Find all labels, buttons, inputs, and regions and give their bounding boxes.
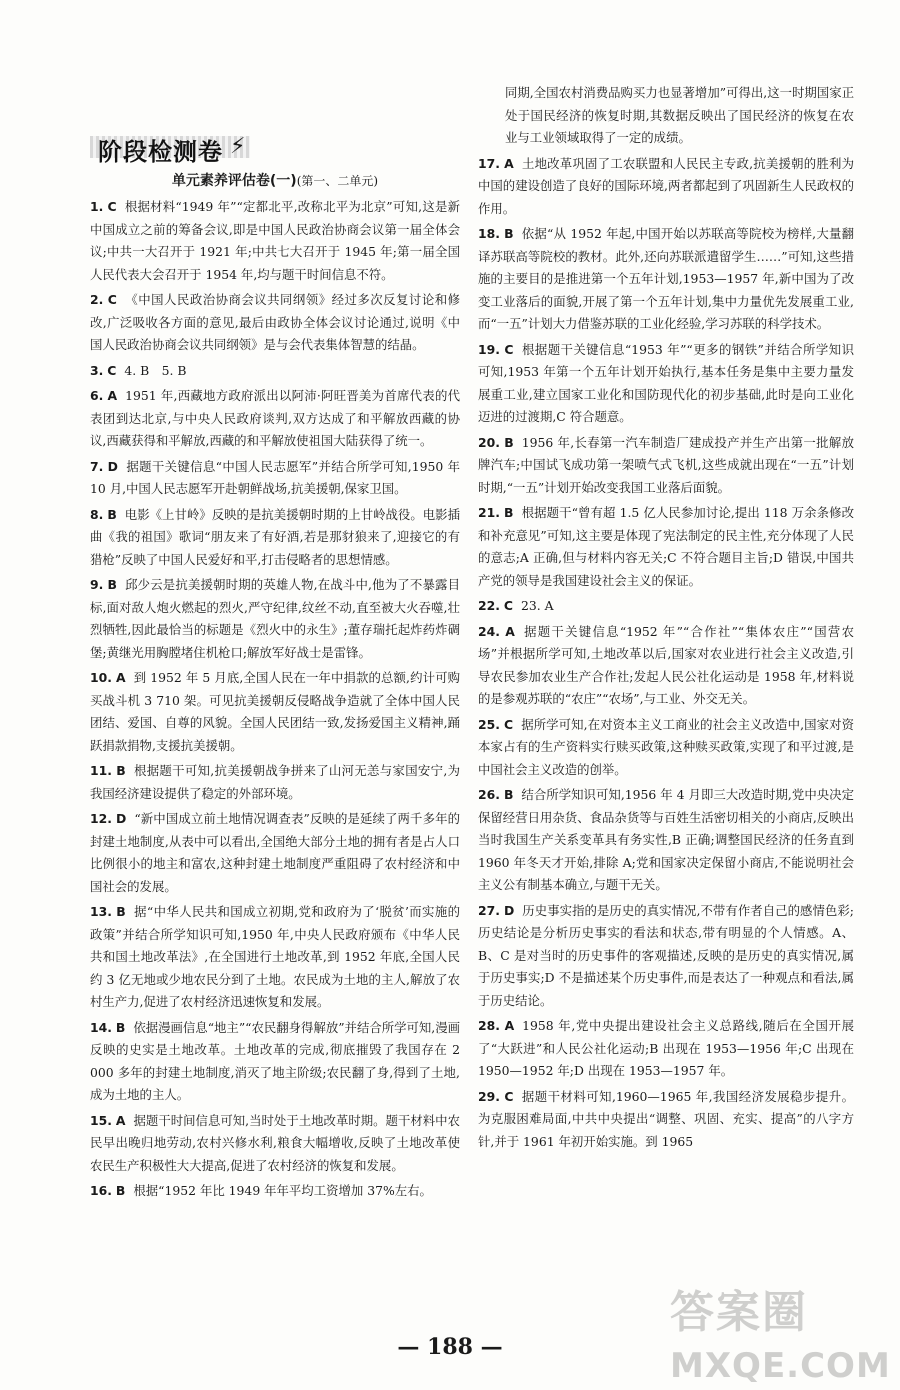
watermark-line1: 答案圈 [670, 1287, 808, 1338]
answer-item [90, 456, 460, 501]
explanation-text: 23. A [521, 598, 554, 613]
answer-letter: B [115, 1183, 126, 1198]
question-number: 10. [90, 670, 112, 685]
explanation-text: 邱少云是抗美援朝时期的英雄人物,在战斗中,他为了不暴露目标,面对敌人炮火燃起的烈火,严守纪律,纹丝不动,直至被大火吞噬,壮烈牺牲,因此最恰当的标题是《烈火中的永生》;董存瑞托起炸药炸碉堡;黄继光用胸膛堵住机枪口;解放军好战士是雷锋。 [90, 577, 460, 660]
answer-letter: C [504, 1088, 514, 1104]
explanation-text: 据“中华人民共和国成立初期,党和政府为了‘脱贫’而实施的政策”并结合所学知识可知,1950 年,中央人民政府颁布《中华人民共和国土地改革法》,在全国进行土地改革,到 1952 年底,全国人民约 3 亿无地或少地农民分到了土地。农民成为土地的主人,解放了农村生产力,促进了农村经济迅速恢复和发展。 [90, 904, 460, 1009]
answer-letter: C [107, 199, 117, 214]
question-number: 9. [90, 577, 104, 592]
explanation-text: 根据题干关键信息“1953 年”“更多的钢铁”并结合所学知识可知,1953 年第一个五年计划开始执行,基本任务是集中主要力量发展重工业,建立国家工业化和国防现代化的初步基础,此时是向工业化迈进的过渡期,C 符合题意。 [478, 341, 854, 424]
answer-letter: D [503, 902, 515, 918]
section-banner [90, 126, 460, 166]
question-number: 2. [90, 292, 104, 307]
answer-letter: A [107, 388, 118, 403]
answer-letter: C [504, 716, 514, 732]
answer-letter: B [115, 1019, 126, 1035]
explanation-text: 根据材料“1949 年”“定都北平,改称北平为北京”可知,这是新中国成立之前的筹备会议,即是中国人民政治协商会议第一届全体会议;中共一大召开于 1921 年;中共七大召开于 1945 年;第一届全国人民代表大会召开于 1954 年,均与题干时间信息不符。 [90, 199, 460, 282]
answer-item [90, 360, 460, 383]
answer-letter: C [107, 292, 117, 307]
question-number: 20. [478, 434, 500, 450]
explanation-text: 依据“从 1952 年起,中国开始以苏联高等院校为榜样,大量翻译苏联高等院校的教材。此外,还向苏联派遣留学生……”可知,这些措施的主要目的是推进第一个五年计划,1953—1957 年,新中国为了改变工业落后的面貌,开展了第一个五年计划,集中力量优先发展重工业,而“一五”计划大力借鉴苏联的工业化经验,学习苏联的科学技术。 [478, 226, 854, 331]
explanation-text: 土地改革巩固了工农联盟和人民民主专政,抗美援朝的胜利为中国的建设创造了良好的国际环境,两者都起到了巩固新生人民政权的作用。 [478, 155, 854, 216]
answer-item [478, 339, 854, 429]
explanation-text: 结合所学知识可知,1956 年 4 月即三大改造时期,党中央决定保留经营日用杂货、食品杂货等与百姓生活密切相关的小商店,反映出当时我国生产关系变革具有务实性,B 正确;调整国民经济的任务直到 1960 年冬天才开始,排除 A;党和国家决定保留小商店,不能说明社会主义公有制基本确立,与题干无关。 [478, 787, 854, 892]
question-number: 12. [90, 811, 112, 826]
answer-letter: B [503, 787, 514, 802]
answer-item [478, 784, 854, 897]
answer-letter: D [116, 811, 127, 826]
question-number: 1. [90, 199, 104, 214]
question-number: 8. [90, 506, 104, 522]
answer-letter: B [107, 577, 117, 592]
lightning-icon: ⚡ [230, 134, 246, 159]
question-number: 11. [90, 763, 112, 778]
continued-text: 同期,全国农村消费品购买力也显著增加”可得出,这一时期国家正处于国民经济的恢复时期,其数据反映出了国民经济的恢复在农业与工业领域取得了一定的成绩。 [505, 85, 854, 145]
answer-item [478, 1015, 854, 1083]
answer-letter: B [504, 505, 514, 520]
explanation-text: 4. B 5. B [124, 362, 187, 378]
answer-letter: B [116, 904, 126, 919]
answer-item [90, 385, 460, 453]
explanation-text: 根据“1952 年比 1949 年年平均工资增加 37%左右。 [133, 1183, 432, 1198]
answer-item [90, 1180, 460, 1203]
answer-letter: B [504, 226, 514, 241]
explanation-text: 依据漫画信息“地主”“农民翻身得解放”并结合所学可知,漫画反映的史实是土地改革。土地改革的完成,彻底摧毁了我国存在 2 000 多年的封建土地制度,消灭了地主阶级;农民翻了身,得到了土地,成为土地的主人。 [90, 1019, 461, 1102]
question-number: 13. [90, 904, 112, 919]
answer-letter: A [504, 1018, 515, 1033]
question-number: 28. [478, 1018, 500, 1033]
question-number: 18. [478, 226, 500, 241]
question-number: 21. [478, 505, 500, 520]
answer-letter: A [504, 155, 514, 171]
answer-letter: C [107, 362, 117, 378]
answer-item [478, 900, 854, 1013]
answer-item [90, 574, 460, 664]
answer-item [90, 504, 460, 572]
answer-item [478, 714, 854, 782]
answer-letter: B [504, 434, 514, 450]
explanation-text: 1951 年,西藏地方政府派出以阿沛·阿旺晋美为首席代表的代表团到达北京,与中央人民政府谈判,双方达成了和平解放西藏的协议,西藏获得和平解放,西藏的和平解放使祖国大陆获得了统一。 [90, 388, 460, 448]
page-number: — 188 — [397, 1334, 503, 1360]
question-number: 27. [478, 902, 500, 918]
answer-item [90, 1017, 460, 1107]
explanation-text: 到 1952 年 5 月底,全国人民在一年中捐款的总额,约计可购买战斗机 3 710 架。可见抗美援朝反侵略战争造就了全体中国人民团结、爱国、自尊的风貌。全国人民团结一致,发扬爱国主义精神,踊跃捐款捐物,支援抗美援朝。 [90, 670, 460, 753]
answer-item [90, 808, 460, 898]
answer-item [478, 432, 854, 500]
answer-item [478, 1086, 854, 1154]
section-title: 阶段检测卷 [98, 138, 223, 166]
question-number: 7. [90, 458, 104, 474]
question-number: 24. [478, 623, 500, 639]
answer-letter: D [107, 458, 118, 474]
explanation-text: 1958 年,党中央提出建设社会主义总路线,随后在全国开展了“大跃进”和人民公社化运动;B 出现在 1953—1956 年;C 出现在 1950—1952 年;D 出现在 1953—1957 年。 [478, 1018, 854, 1078]
question-number: 26. [478, 787, 500, 802]
subtitle-note: (第一、二单元) [296, 174, 379, 188]
explanation-text: 据题干关键信息“1952 年”“合作社”“集体农庄”“国营农场”并根据所学可知,土地改革以后,国家对农业进行社会主义改造,引导农民参加农业生产合作社;发起人民公社化运动是 1958 年,材料说的是参观苏联的“农庄”“农场”,与工业、外交无关。 [478, 623, 854, 706]
explanation-text: 历史事实指的是历史的真实情况,不带有作者自己的感情色彩;历史结论是分析历史事实的看法和状态,带有明显的个人情感。A、B、C 是对当时的历史事件的客观描述,反映的是历史的真实情况,属于历史事实;D 不是描述某个历史事件,而是表达了一种观点和看法,属于历史结论。 [478, 902, 854, 1008]
answer-item [478, 621, 854, 711]
watermark [670, 1276, 891, 1386]
left-column [90, 126, 460, 1206]
question-number: 14. [90, 1019, 112, 1035]
answer-item [90, 667, 460, 757]
explanation-text: 1956 年,长春第一汽车制造厂建成投产并生产出第一批解放牌汽车;中国试飞成功第一架喷气式飞机,这些成就出现在“一五”计划时期,“一五”计划开始改变我国工业落后面貌。 [478, 434, 854, 495]
question-number: 25. [478, 716, 500, 732]
question-number: 29. [478, 1088, 500, 1104]
answer-item [90, 901, 460, 1014]
question-number: 19. [478, 341, 500, 357]
answer-item [90, 760, 460, 805]
answer-letter: C [504, 341, 514, 357]
explanation-text: “新中国成立前土地情况调查表”反映的是延续了两千多年的封建土地制度,从表中可以看出,全国绝大部分土地的拥有者是占人口比例很小的地主和富农,这种封建土地制度严重阻碍了农村经济和中国社会的发展。 [90, 811, 460, 894]
left-answer-list [90, 196, 460, 1203]
question-number: 15. [90, 1112, 112, 1128]
answer-item [478, 595, 854, 618]
answer-item [90, 196, 460, 286]
explanation-text: 电影《上甘岭》反映的是抗美援朝时期的上甘岭战役。电影插曲《我的祖国》歌词“朋友来了有好酒,若是那豺狼来了,迎接它的有猎枪”反映了中国人民爱好和平,打击侵略者的思想情感。 [90, 506, 460, 567]
question-number: 16. [90, 1183, 112, 1198]
question-number: 6. [90, 388, 104, 403]
answer-item [478, 502, 854, 592]
right-column [478, 82, 854, 1156]
explanation-text: 根据题干“曾有超 1.5 亿人民参加讨论,提出 118 万余条修改和补充意见”可知,这主要是体现了宪法制定的民主性,充分体现了人民的意志;A 正确,但与材料内容无关;C 不符合题目主旨;D 错误,中国共产党的领导是我国建设社会主义的保证。 [478, 505, 854, 588]
explanation-text: 据题干时间信息可知,当时处于土地改革时期。题干材料中农民早出晚归地劳动,农村兴修水利,粮食大幅增收,反映了土地改革使农民生产积极性大大提高,促进了农村经济的恢复和发展。 [90, 1112, 460, 1173]
answer-letter: B [116, 763, 126, 778]
watermark-line2: MXQE.COM [670, 1346, 891, 1386]
answer-item [90, 289, 460, 357]
explanation-text: 根据题干可知,抗美援朝战争拼来了山河无恙与家国安宁,为我国经济建设提供了稳定的外部环境。 [90, 763, 460, 801]
explanation-text: 据题干材料可知,1960—1965 年,我国经济发展稳步提升。为克服困难局面,中共中央提出“调整、巩固、充实、提高”的八字方针,并于 1961 年初开始实施。到 1965 [478, 1088, 854, 1149]
answer-letter: C [503, 598, 513, 613]
answer-letter: B [107, 506, 117, 522]
explanation-text: 据题干关键信息“中国人民志愿军”并结合所学可知,1950 年 10 月,中国人民志愿军开赴朝鲜战场,抗美援朝,保家卫国。 [90, 458, 460, 496]
answer-item [478, 223, 854, 336]
answer-item [478, 153, 854, 221]
question-number: 17. [478, 155, 500, 171]
right-answer-list [478, 153, 854, 1154]
answer-letter: A [115, 1112, 126, 1128]
answer-letter: A [505, 623, 515, 639]
subtitle [90, 170, 460, 190]
question-number: 3. [90, 362, 104, 378]
subtitle-main: 单元素养评估卷(一) [171, 173, 297, 189]
explanation-text: 《中国人民政治协商会议共同纲领》经过多次反复讨论和修改,广泛吸收各方面的意见,最后由政协全体会议讨论通过,说明《中国人民政治协商会议共同纲领》是与会代表集体智慧的结晶。 [90, 292, 460, 352]
answer-letter: A [116, 670, 126, 685]
question-number: 22. [478, 598, 500, 613]
explanation-text: 据所学可知,在对资本主义工商业的社会主义改造中,国家对资本家占有的生产资料实行赎买政策,这种赎买政策,实现了和平过渡,是中国社会主义改造的创举。 [478, 716, 854, 777]
answer-item [90, 1110, 460, 1178]
